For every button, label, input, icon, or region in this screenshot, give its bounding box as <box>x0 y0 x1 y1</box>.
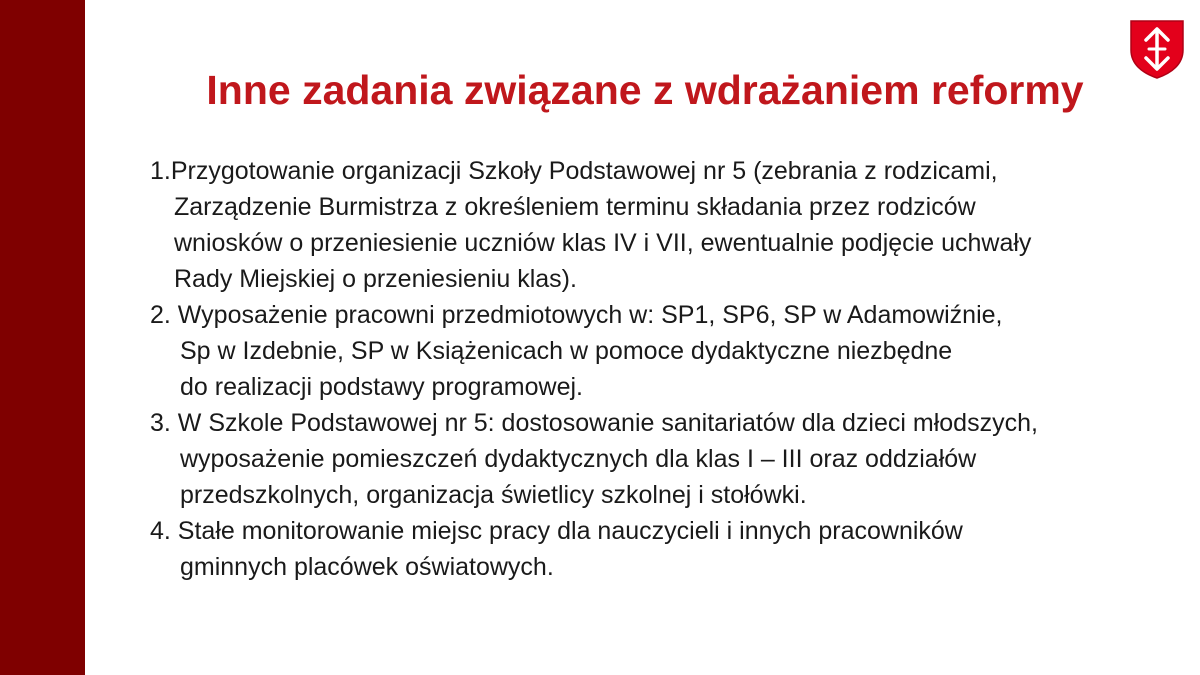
list-item <box>150 405 1160 513</box>
task-list <box>150 153 1160 585</box>
list-item-line: wniosków o przeniesienie uczniów klas IV i VII, ewentualnie podjęcie uchwały <box>174 229 1032 257</box>
slide-title: Inne zadania związane z wdrażaniem reformy <box>206 67 1084 113</box>
list-item-line: 2. Wyposażenie pracowni przedmiotowych w: SP1, SP6, SP w Adamowiźnie, <box>150 301 1003 329</box>
list-item-line: Sp w Izdebnie, SP w Książenicach w pomoce dydaktyczne niezbędne <box>180 337 953 365</box>
list-item-line: wyposażenie pomieszczeń dydaktycznych dla klas I – III oraz oddziałów <box>180 445 977 473</box>
list-item <box>150 153 1160 297</box>
side-accent-bar <box>0 0 85 675</box>
list-item-line: Rady Miejskiej o przeniesieniu klas). <box>174 265 577 293</box>
list-item-line: 4. Stałe monitorowanie miejsc pracy dla nauczycieli i innych pracowników <box>150 517 963 545</box>
list-item-line: gminnych placówek oświatowych. <box>180 553 554 581</box>
list-item-line: Zarządzenie Burmistrza z określeniem terminu składania przez rodziców <box>174 193 976 221</box>
list-item <box>150 513 1160 585</box>
list-item-line: 3. W Szkole Podstawowej nr 5: dostosowanie sanitariatów dla dzieci młodszych, <box>150 409 1038 437</box>
list-item-line: do realizacji podstawy programowej. <box>180 373 583 401</box>
list-item <box>150 297 1160 405</box>
list-item-line: 1.Przygotowanie organizacji Szkoły Podstawowej nr 5 (zebrania z rodzicami, <box>150 157 998 185</box>
list-item-line: przedszkolnych, organizacja świetlicy szkolnej i stołówki. <box>180 481 807 509</box>
